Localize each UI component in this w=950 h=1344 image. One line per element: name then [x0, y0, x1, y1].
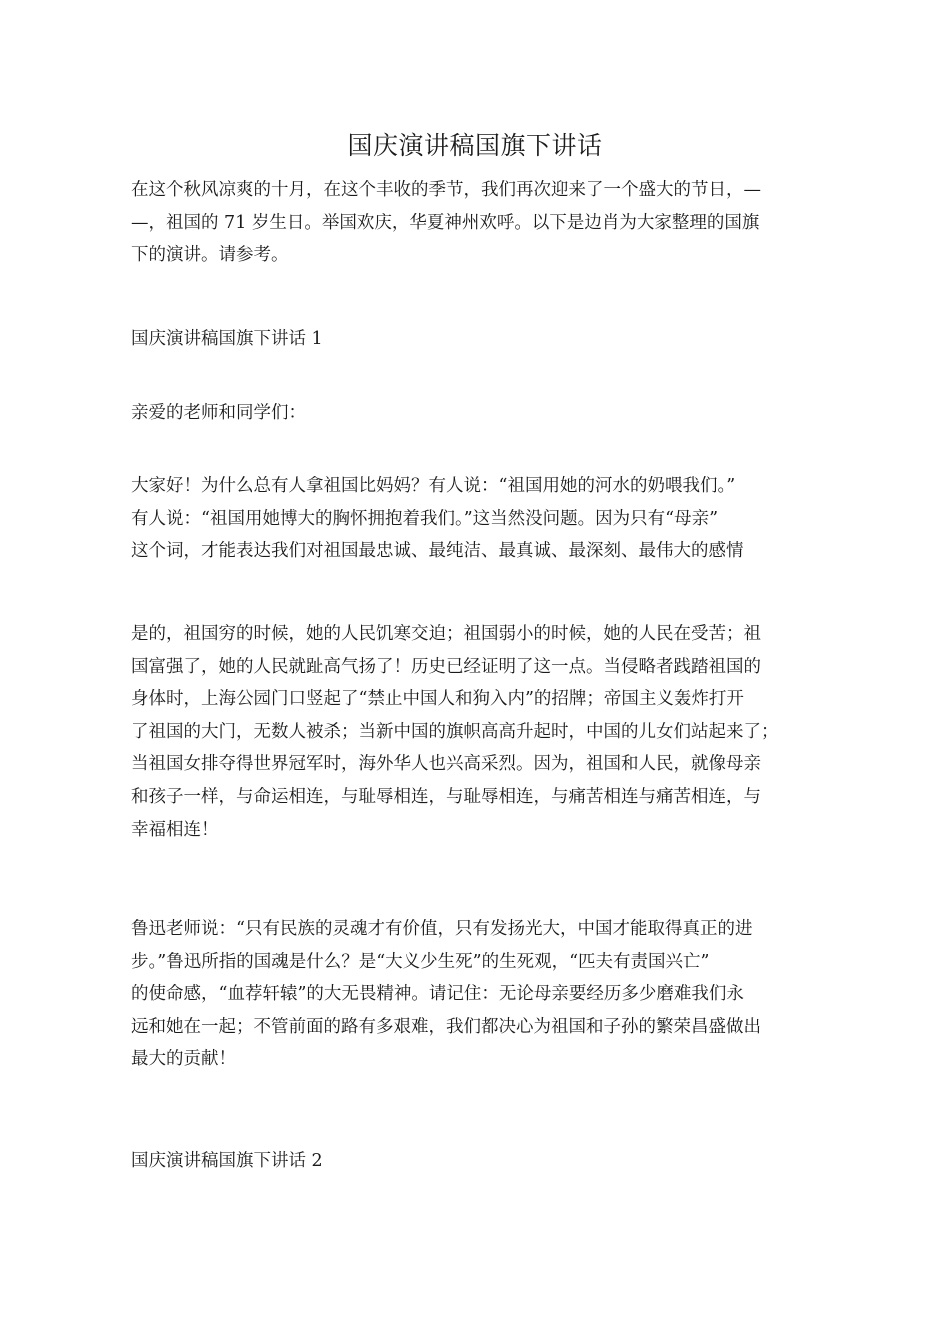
- paragraph-line: 的使命感，“血荐轩辕”的大无畏精神。请记住：无论母亲要经历多少磨难我们永: [131, 984, 744, 1005]
- paragraph-line: 大家好！为什么总有人拿祖国比妈妈？有人说：“祖国用她的河水的奶喂我们。”: [131, 476, 736, 496]
- section-heading-2: 国庆演讲稿国旗下讲话 2: [131, 1151, 323, 1171]
- intro-line: 下的演讲。请参考。: [131, 245, 289, 266]
- paragraph-3: [131, 913, 831, 1076]
- greeting: 亲爱的老师和同学们：: [131, 403, 306, 423]
- paragraph-line: 最大的贡献！: [131, 1049, 236, 1070]
- paragraph-line: 当祖国女排夺得世界冠军时，海外华人也兴高采烈。因为，祖国和人民，就像母亲: [131, 754, 761, 775]
- section-heading-1: 国庆演讲稿国旗下讲话 1: [131, 329, 323, 349]
- paragraph-line: 这个词，才能表达我们对祖国最忠诚、最纯洁、最真诚、最深刻、最伟大的感情: [131, 541, 744, 562]
- paragraph-line: 有人说：“祖国用她博大的胸怀拥抱着我们。”这当然没问题。因为只有“母亲”: [131, 508, 719, 529]
- paragraph-2: [131, 618, 831, 846]
- intro-line: —，祖国的 71 岁生日。举国欢庆，华夏神州欢呼。以下是边肖为大家整理的国旗: [131, 212, 760, 233]
- document-title: 国庆演讲稿国旗下讲话: [347, 131, 603, 160]
- paragraph-line: 步。”鲁迅所指的国魂是什么？是“大义少生死”的生死观，“匹夫有责国兴亡”: [131, 951, 710, 972]
- paragraph-line: 了祖国的大门，无数人被杀；当新中国的旗帜高高升起时，中国的儿女们站起来了；: [131, 721, 779, 742]
- paragraph-1: [131, 470, 831, 568]
- intro-paragraph: [131, 174, 831, 272]
- paragraph-line: 幸福相连！: [131, 819, 219, 840]
- paragraph-line: 是的，祖国穷的时候，她的人民饥寒交迫；祖国弱小的时候，她的人民在受苦；祖: [131, 624, 761, 644]
- paragraph-line: 和孩子一样，与命运相连，与耻辱相连，与耻辱相连，与痛苦相连与痛苦相连，与: [131, 786, 761, 807]
- intro-line: 在这个秋风凉爽的十月，在这个丰收的季节，我们再次迎来了一个盛大的节日，—: [131, 180, 761, 200]
- paragraph-line: 远和她在一起；不管前面的路有多艰难，我们都决心为祖国和子孙的繁荣昌盛做出: [131, 1016, 761, 1037]
- paragraph-line: 鲁迅老师说：“只有民族的灵魂才有价值，只有发扬光大，中国才能取得真正的进: [131, 919, 753, 939]
- paragraph-line: 身体时，上海公园门口竖起了“禁止中国人和狗入内”的招牌；帝国主义轰炸打开: [131, 689, 744, 710]
- paragraph-line: 国富强了，她的人民就趾高气扬了！历史已经证明了这一点。当侵略者践踏祖国的: [131, 656, 761, 677]
